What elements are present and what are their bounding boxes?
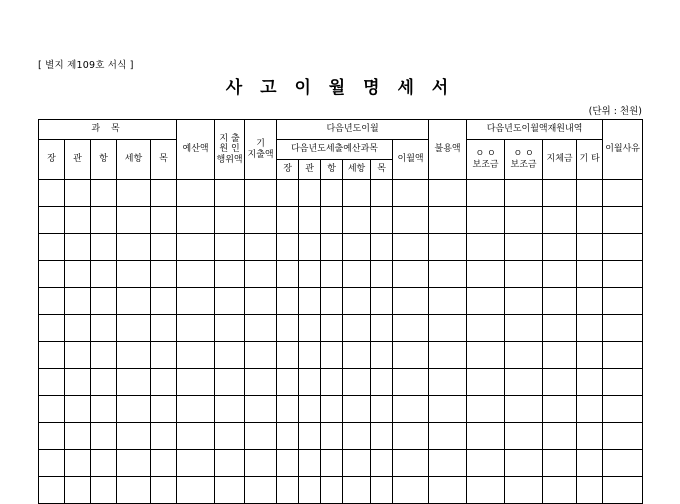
table-cell[interactable] [467,342,505,369]
table-cell[interactable] [429,423,467,450]
table-cell[interactable] [371,369,393,396]
table-cell[interactable] [299,234,321,261]
table-cell[interactable] [543,342,577,369]
table-cell[interactable] [505,288,543,315]
table-cell[interactable] [117,261,151,288]
table-cell[interactable] [299,423,321,450]
table-cell[interactable] [245,288,277,315]
header-next-budget-hang: 항 [321,160,343,180]
table-row [39,261,643,288]
table-cell[interactable] [577,261,603,288]
table-cell[interactable] [343,423,371,450]
table-cell[interactable] [215,207,245,234]
table-cell[interactable] [343,369,371,396]
table-cell[interactable] [467,450,505,477]
table-cell[interactable] [117,234,151,261]
table-cell[interactable] [299,180,321,207]
table-row [39,396,643,423]
table-cell[interactable] [429,396,467,423]
table-cell[interactable] [65,423,91,450]
table-row [39,288,643,315]
table-cell[interactable] [91,234,117,261]
table-row [39,234,643,261]
table-cell[interactable] [429,369,467,396]
table-cell[interactable] [151,450,177,477]
header-next-budget-jang: 장 [277,160,299,180]
table-cell[interactable] [343,180,371,207]
header-carry-amount: 이월액 [393,140,429,180]
table-cell[interactable] [177,288,215,315]
table-cell[interactable] [177,261,215,288]
table-cell[interactable] [177,450,215,477]
table-cell[interactable] [393,234,429,261]
table-cell[interactable] [91,207,117,234]
table-cell[interactable] [277,315,299,342]
table-cell[interactable] [299,369,321,396]
table-row [39,369,643,396]
table-cell[interactable] [177,180,215,207]
table-cell[interactable] [343,315,371,342]
table-cell[interactable] [177,342,215,369]
header-gwamok-gwan: 관 [65,140,91,180]
table-cell[interactable] [91,315,117,342]
table-cell[interactable] [467,369,505,396]
table-cell[interactable] [393,396,429,423]
table-cell[interactable] [321,261,343,288]
table-cell[interactable] [467,315,505,342]
table-cell[interactable] [321,423,343,450]
table-cell[interactable] [321,369,343,396]
table-cell[interactable] [321,450,343,477]
table-cell[interactable] [117,315,151,342]
table-cell[interactable] [117,396,151,423]
table-cell[interactable] [467,180,505,207]
table-row [39,207,643,234]
table-cell[interactable] [505,234,543,261]
table-cell[interactable] [215,450,245,477]
table-cell[interactable] [371,261,393,288]
table-cell[interactable] [603,450,643,477]
header-gwamok-hang: 항 [91,140,117,180]
table-cell[interactable] [577,315,603,342]
table-cell[interactable] [371,315,393,342]
table-cell[interactable] [151,261,177,288]
header-next-year-carry-group: 다음년도이월 [277,120,429,140]
table-row [39,180,643,207]
header-next-budget-gwan: 관 [299,160,321,180]
table-cell[interactable] [577,234,603,261]
table-cell[interactable] [321,315,343,342]
table-row [39,450,643,477]
table-cell[interactable] [543,207,577,234]
header-expense-cause-l2: 원 인 [219,144,240,155]
header-carry-resource-group: 다음년도이월액재원내역 [467,120,603,140]
table-cell[interactable] [429,207,467,234]
table-cell[interactable] [177,369,215,396]
header-already-paid-l2: 지출액 [247,149,274,160]
table-cell[interactable] [577,288,603,315]
table-cell[interactable] [151,423,177,450]
table-cell[interactable] [343,288,371,315]
table-cell[interactable] [215,288,245,315]
table-cell[interactable] [505,180,543,207]
table-cell[interactable] [393,450,429,477]
table-cell[interactable] [277,450,299,477]
table-cell[interactable] [215,369,245,396]
table-cell[interactable] [467,207,505,234]
table-cell[interactable] [543,234,577,261]
header-resource-aid-1-l2: 보조금 [472,159,499,170]
table-cell[interactable] [177,234,215,261]
table-cell[interactable] [245,234,277,261]
table-cell[interactable] [151,288,177,315]
table-cell[interactable] [343,234,371,261]
table-cell[interactable] [467,396,505,423]
table-cell[interactable] [177,315,215,342]
table-cell[interactable] [577,207,603,234]
table-cell[interactable] [215,342,245,369]
table-cell[interactable] [277,180,299,207]
table-cell[interactable] [245,180,277,207]
table-cell[interactable] [117,342,151,369]
table-cell[interactable] [65,450,91,477]
table-cell[interactable] [371,288,393,315]
table-cell[interactable] [65,396,91,423]
table-cell[interactable] [505,342,543,369]
table-cell[interactable] [39,315,65,342]
table-cell[interactable] [467,234,505,261]
table-cell[interactable] [393,288,429,315]
table-cell[interactable] [371,423,393,450]
table-cell[interactable] [91,423,117,450]
table-cell[interactable] [505,369,543,396]
table-cell[interactable] [39,369,65,396]
form-number: [ 별지 제109호 서식 ] [38,60,134,71]
table-cell[interactable] [505,450,543,477]
table-cell[interactable] [603,288,643,315]
table-cell[interactable] [371,342,393,369]
table-cell[interactable] [65,288,91,315]
table-cell[interactable] [371,180,393,207]
table-cell[interactable] [429,234,467,261]
table-row [39,423,643,450]
table-cell[interactable] [245,261,277,288]
table-cell[interactable] [39,261,65,288]
table-cell[interactable] [429,261,467,288]
table-cell[interactable] [505,261,543,288]
table-cell[interactable] [343,450,371,477]
table-cell[interactable] [91,450,117,477]
table-cell[interactable] [321,234,343,261]
table-cell[interactable] [543,396,577,423]
table-cell[interactable] [39,450,65,477]
table-cell[interactable] [151,207,177,234]
table-cell[interactable] [543,288,577,315]
table-cell[interactable] [543,450,577,477]
table-cell[interactable] [543,180,577,207]
header-resource-aid-2-l2: 보조금 [510,159,537,170]
table-cell[interactable] [603,261,643,288]
header-resource-delay-fee: 지체금 [543,140,577,180]
table-cell[interactable] [39,396,65,423]
table-cell[interactable] [603,396,643,423]
page-title: 사 고 이 월 명 세 서 [225,78,455,98]
table-cell[interactable] [603,207,643,234]
table-cell[interactable] [543,261,577,288]
table-cell[interactable] [577,369,603,396]
table-cell[interactable] [393,423,429,450]
table-cell[interactable] [393,369,429,396]
table-cell[interactable] [543,369,577,396]
table-cell[interactable] [577,450,603,477]
table-cell[interactable] [215,180,245,207]
table-cell[interactable] [177,396,215,423]
table-cell[interactable] [117,180,151,207]
table-cell[interactable] [245,423,277,450]
table-cell[interactable] [505,423,543,450]
header-row-2 [39,140,643,160]
table-cell[interactable] [371,450,393,477]
table-cell[interactable] [467,423,505,450]
table-cell[interactable] [39,207,65,234]
table-cell[interactable] [299,288,321,315]
table-cell[interactable] [91,180,117,207]
table-cell[interactable] [429,180,467,207]
table-cell[interactable] [151,315,177,342]
table-cell[interactable] [277,261,299,288]
table-cell[interactable] [543,315,577,342]
table-cell[interactable] [299,396,321,423]
table-cell[interactable] [39,234,65,261]
table-cell[interactable] [429,342,467,369]
table-cell[interactable] [429,450,467,477]
header-resource-aid-2 [505,140,543,180]
table-cell[interactable] [277,288,299,315]
table-body [39,180,643,504]
table-cell[interactable] [245,342,277,369]
table-cell[interactable] [321,396,343,423]
table-cell[interactable] [467,261,505,288]
table-cell[interactable] [393,261,429,288]
table-cell[interactable] [299,315,321,342]
table-cell[interactable] [151,234,177,261]
table-cell[interactable] [215,261,245,288]
header-gwamok-jang: 장 [39,140,65,180]
table-cell[interactable] [65,369,91,396]
table-cell[interactable] [321,288,343,315]
table-cell[interactable] [343,396,371,423]
table-cell[interactable] [39,180,65,207]
table-cell[interactable] [299,261,321,288]
table-cell[interactable] [603,180,643,207]
table-cell[interactable] [393,342,429,369]
table-cell[interactable] [505,396,543,423]
table-cell[interactable] [603,342,643,369]
table-cell[interactable] [577,342,603,369]
table-cell[interactable] [343,261,371,288]
table-cell[interactable] [151,180,177,207]
table-row [39,315,643,342]
table-cell[interactable] [65,315,91,342]
header-gwamok-sehang: 세항 [117,140,151,180]
table-cell[interactable] [603,234,643,261]
table-cell[interactable] [117,423,151,450]
table-cell[interactable] [277,369,299,396]
table-cell[interactable] [65,234,91,261]
header-already-paid [245,120,277,180]
header-resource-aid-1 [467,140,505,180]
table-cell[interactable] [245,315,277,342]
header-next-year-budget-subject-group: 다음년도세출예산과목 [277,140,393,160]
header-resource-aid-2-l1: ㅇ ㅇ [513,149,534,160]
table-cell[interactable] [65,261,91,288]
table-cell[interactable] [277,207,299,234]
table-cell[interactable] [393,207,429,234]
table-cell[interactable] [603,369,643,396]
table-cell[interactable] [91,342,117,369]
table-cell[interactable] [177,423,215,450]
table-cell[interactable] [543,423,577,450]
table-cell[interactable] [245,396,277,423]
table-cell[interactable] [151,342,177,369]
table-cell[interactable] [371,396,393,423]
unit-note: (단위 : 천원) [588,106,642,117]
table-cell[interactable] [39,288,65,315]
table-cell[interactable] [117,288,151,315]
table-cell[interactable] [299,342,321,369]
table-cell[interactable] [215,234,245,261]
table-cell[interactable] [215,396,245,423]
table-cell[interactable] [321,207,343,234]
table-cell[interactable] [245,207,277,234]
table-cell[interactable] [505,207,543,234]
table-cell[interactable] [321,180,343,207]
table-cell[interactable] [343,342,371,369]
table-cell[interactable] [277,342,299,369]
table-row [39,342,643,369]
table-cell[interactable] [117,450,151,477]
header-carry-reason: 이월사유 [603,120,643,180]
table-cell[interactable] [277,423,299,450]
header-next-budget-mok: 목 [371,160,393,180]
table-cell[interactable] [371,207,393,234]
table-cell[interactable] [65,207,91,234]
header-expense-cause-l1: 지 출 [219,133,240,144]
table-cell[interactable] [393,315,429,342]
table-cell[interactable] [577,423,603,450]
table-cell[interactable] [505,315,543,342]
table-cell[interactable] [151,369,177,396]
table-cell[interactable] [91,261,117,288]
table-cell[interactable] [65,180,91,207]
table-cell[interactable] [299,207,321,234]
table-cell[interactable] [371,234,393,261]
table-cell[interactable] [603,423,643,450]
carryover-statement-table [38,119,643,504]
table-cell[interactable] [39,423,65,450]
table-cell[interactable] [277,234,299,261]
header-resource-other: 기 타 [577,140,603,180]
table-cell[interactable] [91,369,117,396]
table-cell[interactable] [151,396,177,423]
table-cell[interactable] [215,423,245,450]
table-cell[interactable] [91,288,117,315]
table-cell[interactable] [393,180,429,207]
header-gwamok-mok: 목 [151,140,177,180]
table-cell[interactable] [321,342,343,369]
header-gwamok-group: 과 목 [39,120,177,140]
table-cell[interactable] [277,396,299,423]
table-cell[interactable] [245,450,277,477]
header-resource-aid-1-l1: ㅇ ㅇ [475,149,496,160]
table-cell[interactable] [577,396,603,423]
table-cell[interactable] [467,288,505,315]
header-already-paid-l1: 기 [256,139,265,150]
table-cell[interactable] [117,207,151,234]
table-cell[interactable] [577,180,603,207]
header-unused-amount: 불용액 [429,120,467,180]
header-expense-cause [215,120,245,180]
table-cell[interactable] [215,315,245,342]
header-row-1 [39,120,643,140]
table-cell[interactable] [177,207,215,234]
table-cell[interactable] [91,396,117,423]
table-cell[interactable] [245,369,277,396]
header-expense-cause-l3: 행위액 [216,154,243,165]
table-cell[interactable] [429,315,467,342]
table-cell[interactable] [603,315,643,342]
table-cell[interactable] [343,207,371,234]
table-cell[interactable] [65,342,91,369]
table-cell[interactable] [429,288,467,315]
header-budget-amount: 예산액 [177,120,215,180]
table-cell[interactable] [299,450,321,477]
table-cell[interactable] [39,342,65,369]
table-cell[interactable] [117,369,151,396]
header-next-budget-sehang: 세항 [343,160,371,180]
